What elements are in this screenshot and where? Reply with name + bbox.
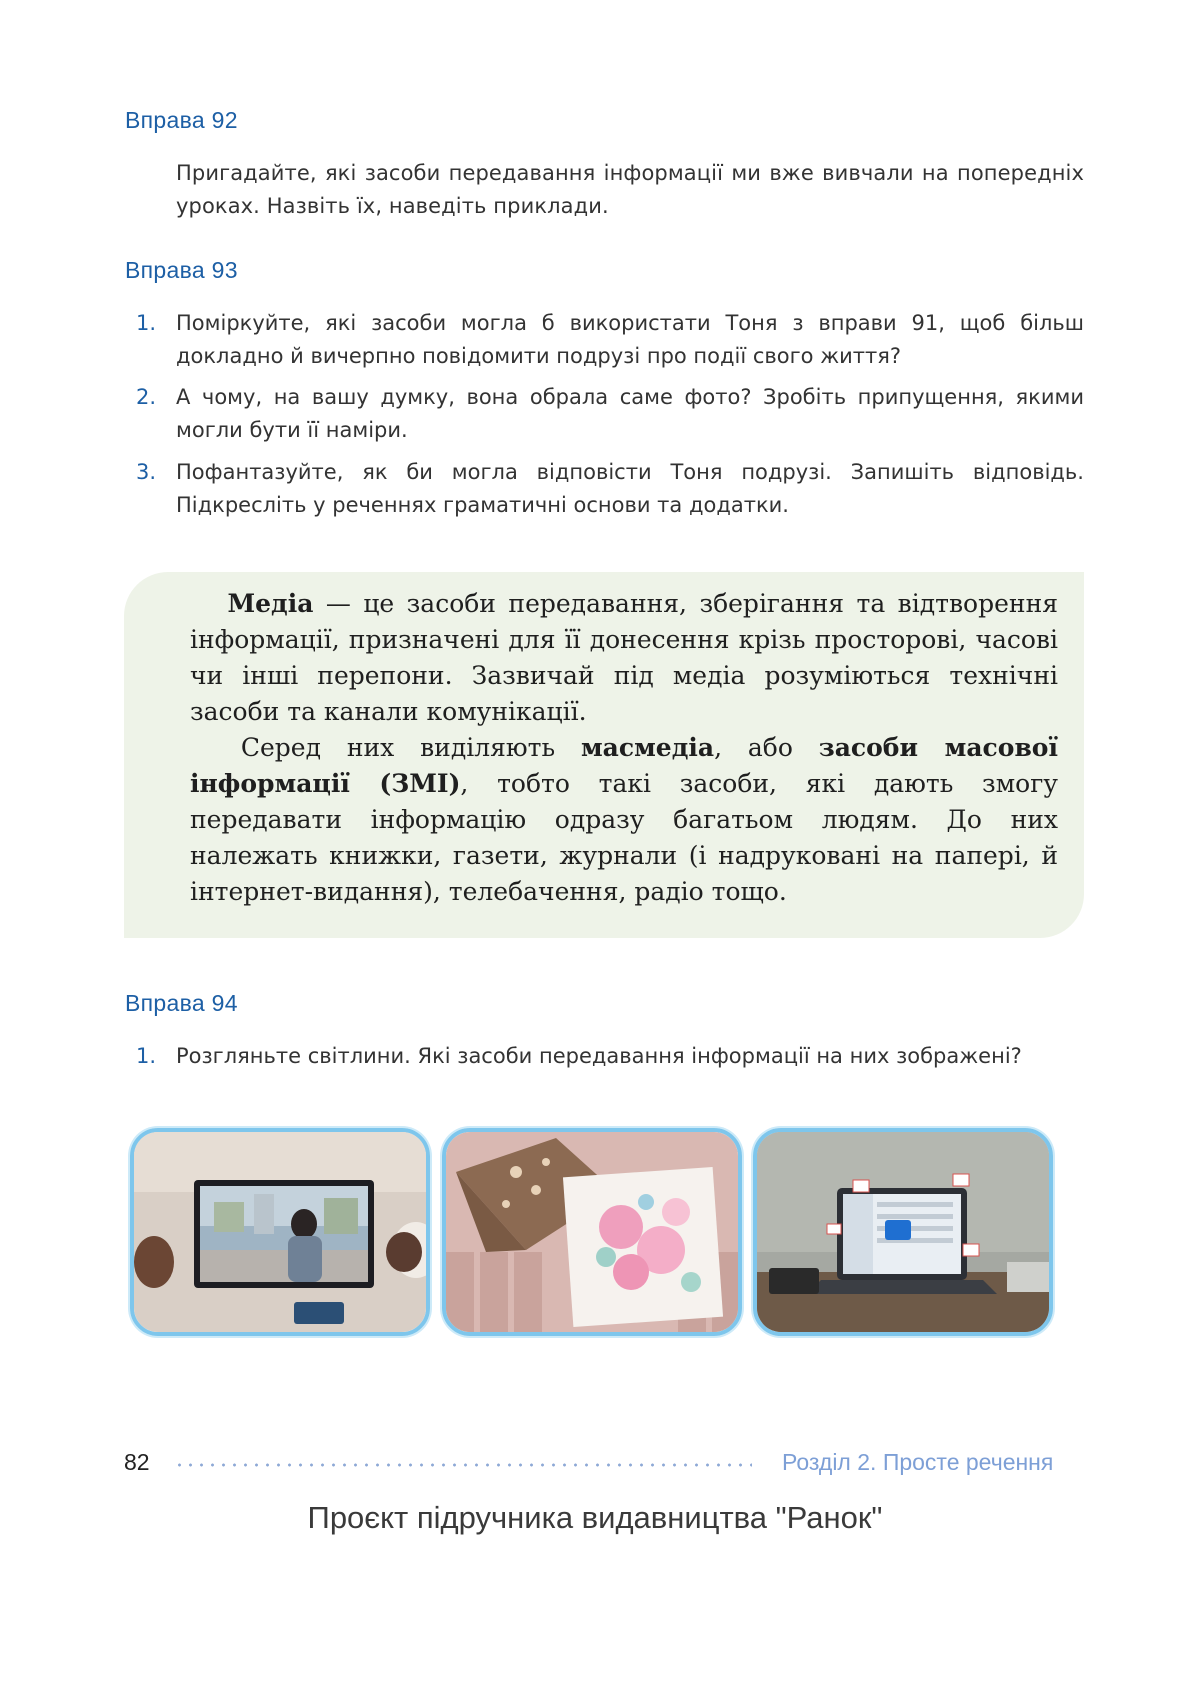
exercise-94-task-1 — [136, 1040, 1084, 1073]
exercise-93-task-2 — [136, 381, 1084, 447]
task-number: 1. — [136, 1044, 157, 1068]
tv-news-illustration — [134, 1132, 430, 1336]
exercise-94-title: Вправа 94 — [125, 990, 238, 1016]
task-text: Пофантазуйте, як би могла відповісти Тоня подрузі. Запишіть відповідь. Підкресліть у реченнях граматичні основи та додатки. — [176, 460, 1084, 517]
media-paragraph-2 — [190, 730, 1058, 910]
exercise-93-task-3 — [136, 456, 1084, 522]
footer-dotted-divider — [174, 1463, 752, 1467]
postcard-illustration — [446, 1132, 742, 1336]
exercise-93-title: Вправа 93 — [125, 257, 238, 283]
mass-media-definition: , тобто такі засоби, які дають змогу передавати інформацію одразу багатьом людям. До них належать книжки, газети, журнали (і надруковані на папері, й інтернет-видання), телебачення, радіо тощо. — [190, 769, 1058, 906]
media-definition-box — [124, 572, 1084, 938]
task-text: Поміркуйте, які засоби могла б використати Тоня з вправи 91, щоб більш докладно й вичерпно повідомити подрузі про події свого життя? — [176, 311, 1084, 368]
exercise-93-task-1 — [136, 307, 1084, 373]
mass-media-term: масмедіа — [580, 733, 715, 762]
laptop-email-photo — [753, 1128, 1053, 1336]
section-title: Розділ 2. Просте речення — [782, 1449, 1054, 1475]
media-definition-text — [190, 586, 1058, 910]
mass-media-intro: Серед них виділяють — [240, 733, 581, 762]
tv-news-photo — [130, 1128, 430, 1336]
media-paragraph-1 — [190, 586, 1058, 730]
task-text: Розгляньте світлини. Які засоби передавання інформації на них зображені? — [176, 1044, 1022, 1068]
exercise-92-text: Пригадайте, які засоби передавання інформації ми вже вивчали на попередніх уроках. Назвіть їх, наведіть приклади. — [176, 161, 1084, 218]
task-text: А чому, на вашу думку, вона обрала саме фото? Зробіть припущення, якими могли бути її наміри. — [176, 385, 1084, 442]
task-number: 1. — [136, 311, 157, 335]
media-term: Медіа — [227, 589, 314, 618]
task-number: 3. — [136, 460, 157, 484]
task-number: 2. — [136, 385, 157, 409]
mass-media-or: , або — [714, 733, 819, 762]
postcard-letter-photo — [442, 1128, 742, 1336]
publisher-watermark: Проєкт підручника видавництва "Ранок" — [307, 1500, 883, 1535]
page-number: 82 — [124, 1449, 150, 1475]
media-definition: — це засоби передавання, зберігання та відтворення інформації, призначені для її донесення крізь просторові, часові чи інші перепони. Зазвичай під медіа розуміються технічні засоби та канали комунікації. — [190, 589, 1059, 726]
laptop-email-illustration — [757, 1132, 1053, 1336]
zmi-term: засоби масової інформації (ЗМІ) — [190, 733, 1058, 798]
exercise-92-title: Вправа 92 — [125, 107, 238, 133]
